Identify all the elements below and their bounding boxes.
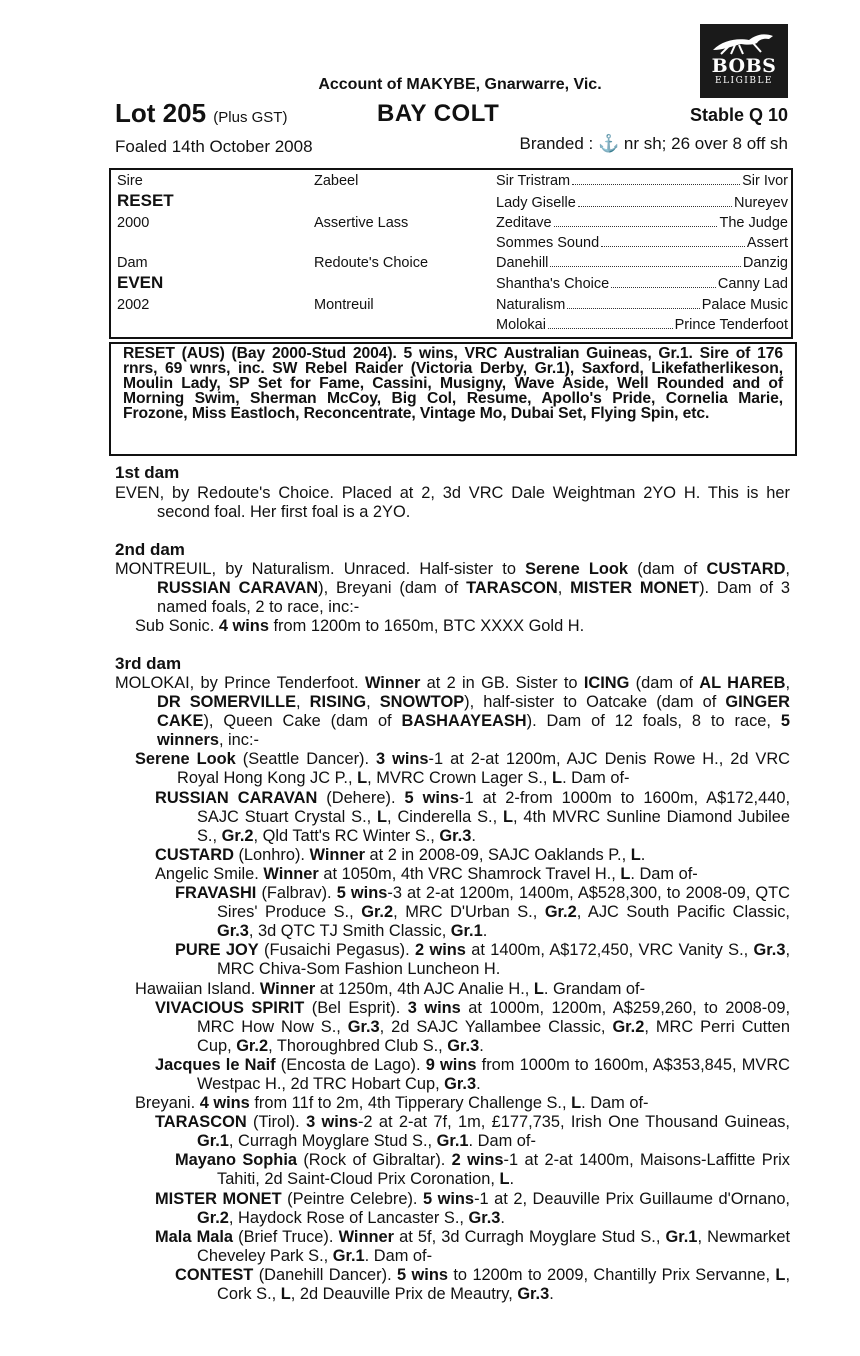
lot-number <box>115 98 287 129</box>
gen3-row <box>496 195 788 211</box>
gen3-sire: Nureyev <box>734 195 788 211</box>
gen3-sire: Prince Tenderfoot <box>674 317 788 333</box>
gen3-row <box>496 297 788 313</box>
sire-label: Sire <box>117 173 143 189</box>
foaled-date: Foaled 14th October 2008 <box>115 137 313 156</box>
anchor-icon: ⚓ <box>597 134 620 153</box>
branded-info <box>520 134 789 154</box>
gen3-row <box>496 215 788 231</box>
first-dam-text: EVEN, by Redoute's Choice. Placed at 2, 3d VRC Dale Weightman 2YO H. This is her second foal. Her first foal is a 2YO. <box>115 484 790 522</box>
gen3-sire: Sir Ivor <box>742 173 788 189</box>
branded-label: Branded : <box>519 134 594 153</box>
gen3-horse: Zeditave <box>496 215 552 231</box>
colour-sex: BAY COLT <box>377 100 500 127</box>
gen3-row <box>496 276 788 292</box>
second-dam-heading: 2nd dam <box>115 540 185 559</box>
dam-label: Dam <box>117 255 148 271</box>
lot-label: Lot 205 <box>115 98 207 128</box>
gen3-row <box>496 235 788 251</box>
gen3-horse: Naturalism <box>496 297 566 313</box>
gen3-horse: Sir Tristram <box>496 173 571 189</box>
gen3-row <box>496 255 788 271</box>
gen3-horse: Lady Giselle <box>496 195 576 211</box>
pedigree-table <box>109 168 793 339</box>
gen3-sire: Palace Music <box>701 297 788 313</box>
gst-note: (Plus GST) <box>213 109 288 126</box>
gen3-horse: Sommes Sound <box>496 235 600 251</box>
sire-year: 2000 <box>117 215 150 231</box>
logo-subtitle: ELIGIBLE <box>714 76 773 86</box>
gen3-row <box>496 317 788 333</box>
second-dam-section: MONTREUIL, by Naturalism. Unraced. Half-sister to Serene Look (dam of CUSTARD, RUSSIAN CARAVAN), Breyani (dam of TARASCON, MISTER MONET). Dam of 3 named foals, 2 to race, inc:- Sub Sonic. 4 wins from 1200m to 1650m, BTC XXXX Gold H. <box>115 560 790 636</box>
gen3-sire: The Judge <box>719 215 788 231</box>
dam-name: EVEN <box>117 273 164 292</box>
stable-number: Stable Q 10 <box>689 105 788 125</box>
first-dam-section <box>115 484 790 522</box>
gen3-sire: Canny Lad <box>717 276 788 292</box>
first-dam-heading: 1st dam <box>115 463 180 482</box>
dams-dam: Montreuil <box>314 297 374 313</box>
gen3-horse: Danehill <box>496 255 549 271</box>
gen3-sire: Assert <box>746 235 788 251</box>
branded-text: nr sh; 26 over 8 off sh <box>623 134 788 153</box>
sire-summary-box <box>109 342 797 456</box>
sire-summary: RESET (AUS) (Bay 2000-Stud 2004). 5 wins, VRC Australian Guineas, Gr.1. Sire of 176 rnrs, 69 wnrs, inc. SW Rebel Raider (Victoria Derby, Gr.1), Saxford, Likefatherlikeson, Moulin Lady, SP Set for Fame, Cassini, Musigny, Wave Aside, Well Rounded and of Morning Swim, Sherman McCoy, Big Col, Resume, Apollo's Pride, Cornelia Marie, Frozone, Miss Eastloch, Reconcentrate, Vintage Mo, Dubai Set, Flying Spin, etc. <box>123 345 783 422</box>
dam-year: 2002 <box>117 297 150 313</box>
logo-name: BOBS <box>711 55 777 77</box>
dams-sire: Redoute's Choice <box>314 255 429 271</box>
gen3-horse: Molokai <box>496 317 546 333</box>
sires-dam: Assertive Lass <box>314 215 409 231</box>
third-dam-heading: 3rd dam <box>115 654 182 673</box>
gen3-sire: Danzig <box>742 255 788 271</box>
horse-icon <box>709 30 779 56</box>
sires-sire: Zabeel <box>314 173 359 189</box>
sire-name: RESET <box>117 191 174 210</box>
third-dam-section: MOLOKAI, by Prince Tenderfoot. Winner at 2 in GB. Sister to ICING (dam of AL HAREB, DR SOMERVILLE, RISING, SNOWTOP), half-sister to Oatcake (dam of GINGER CAKE), Queen Cake (dam of BASHAAYEASH). Dam of 12 foals, 8 to race, 5 winners, inc:- Serene Look (Seattle Dancer). 3 wins-1 at 2-at 1200m, AJC Denis Rowe H., 2d VRC Royal Hong Kong JC P., L, MVRC Crown Lager S., L. Dam of- RUSSIAN CARAVAN (Dehere). 5 wins-1 at 2-from 1000m to 1600m, A$172,440, SAJC Stuart Crystal S., L, Cinderella S., L, 4th MVRC Sunline Diamond Jubilee S., Gr.2, Qld Tatt's RC Winter S., Gr.3. CUSTARD (Lonhro). Winner at 2 in 2008-09, SAJC Oaklands P., L. Angelic Smile. Winner at 1050m, 4th VRC Shamrock Travel H., L. Dam of- FRAVASHI (Falbrav). 5 wins-3 at 2-at 1200m, 1400m, A$528,300, to 2008-09, QTC Sires' Produce S., Gr.2, MRC D'Urban S., Gr.2, AJC South Pacific Classic, Gr.3, 3d QTC TJ Smith Classic, Gr.1. PURE JOY (Fusaichi Pegasus). 2 wins at 1400m, A$172,450, VRC Vanity S., Gr.3, MRC Chiva-Som Fashion Luncheon H. Hawaiian Island. Winner at 1250m, 4th AJC Analie H., L. Grandam of- VIVACIOUS SPIRIT (Bel Esprit). 3 wins at 1000m, 1200m, A$259,260, to 2008-09, MRC How Now S., Gr.3, 2d SAJC Yallambee Classic, Gr.2, MRC Perri Cutten Cup, Gr.2, Thoroughbred Club S., Gr.3. Jacques le Naif (Encosta de Lago). 9 wins from 1000m to 1600m, A$353,845, MVRC Westpac H., 2d TRC Hobart Cup, Gr.3. Breyani. 4 wins from 11f to 2m, 4th Tipperary Challenge S., L. Dam of- TARASCON (Tirol). 3 wins-2 at 2-at 7f, 1m, £177,735, Irish One Thousand Guineas, Gr.1, Curragh Moyglare Stud S., Gr.1. Dam of- Mayano Sophia (Rock of Gibraltar). 2 wins-1 at 2-at 1400m, Maisons-Laffitte Prix Tahiti, 2d Saint-Cloud Prix Coronation, L. MISTER MONET (Peintre Celebre). 5 wins-1 at 2, Deauville Prix Guillaume d'Ornano, Gr.2, Haydock Rose of Lancaster S., Gr.3. Mala Mala (Brief Truce). Winner at 5f, 3d Curragh Moyglare Stud S., Gr.1, Newmarket Cheveley Park S., Gr.1. Dam of- CONTEST (Danehill Dancer). 5 wins to 1200m to 2009, Chantilly Prix Servanne, L, Cork S., L, 2d Deauville Prix de Meautry, Gr.3. <box>115 674 791 1303</box>
gen3-horse: Shantha's Choice <box>496 276 610 292</box>
gen3-row <box>496 173 788 189</box>
vendor-account: Account of MAKYBE, Gnarwarre, Vic. <box>318 76 602 93</box>
